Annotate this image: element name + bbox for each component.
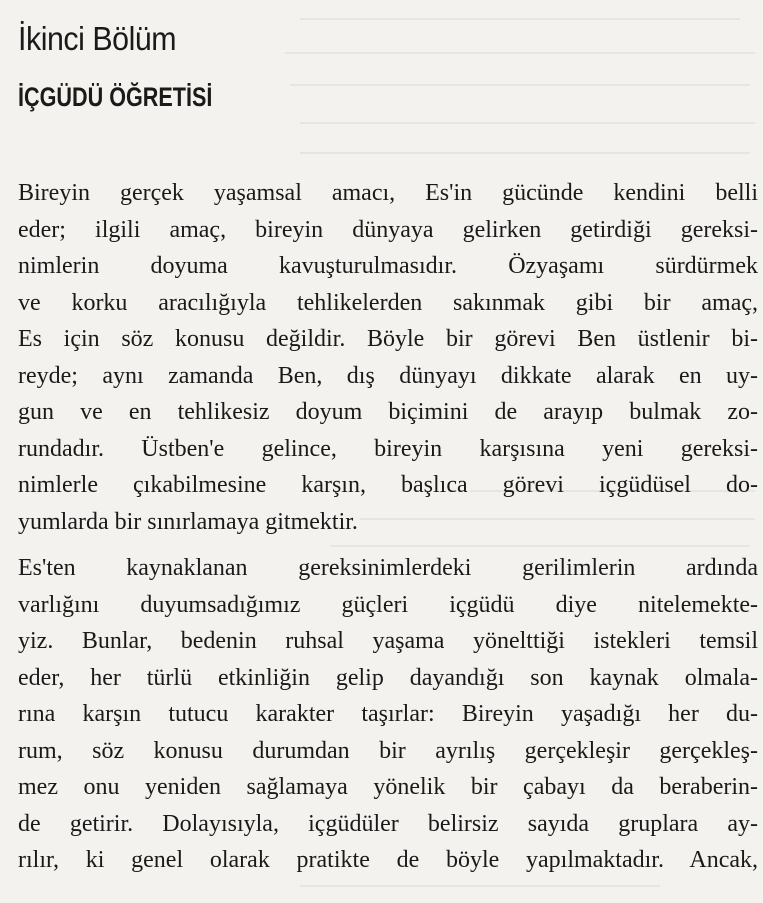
- text-line: yumlarda bir sınırlamaya gitmektir.: [18, 508, 358, 535]
- text-line: rundadır. Üstben'e gelince, bireyin karşısına yeni gereksi-: [18, 435, 758, 462]
- text-line: Es'ten kaynaklanan gereksinimlerdeki gerilimlerin ardında: [18, 555, 758, 581]
- text-line: reyde; aynı zamanda Ben, dış dünyayı dikkate alarak en uy-: [18, 362, 758, 389]
- paragraph-1: [18, 175, 758, 540]
- text-line: nimlerin doyuma kavuşturulmasıdır. Özyaşamı sürdürmek: [18, 253, 758, 279]
- chapter-title: İkinci Bölüm: [18, 20, 177, 57]
- text-line: Es için söz konusu değildir. Böyle bir görevi Ben üstlenir bi-: [18, 326, 758, 352]
- text-line: varlığını duyumsadığımız güçleri içgüdü diye nitelemekte-: [18, 591, 758, 618]
- text-line: nimlerle çıkabilmesine karşın, başlıca görevi içgüdüsel do-: [18, 472, 758, 498]
- text-line: rına karşın tutucu karakter taşırlar: Bireyin yaşadığı her du-: [18, 701, 758, 727]
- text-line: gun ve en tehlikesiz doyum biçimini de arayıp bulmak zo-: [18, 399, 758, 425]
- text-line: rılır, ki genel olarak pratikte de böyle yapılmaktadır. Ancak,: [18, 847, 758, 873]
- text-line: eder, her türlü etkinliğin gelip dayandığı son kaynak olmala-: [18, 664, 758, 691]
- text-line: rum, söz konusu durumdan bir ayrılış gerçekleşir gerçekleş-: [18, 737, 758, 764]
- text-line: eder; ilgili amaç, bireyin dünyaya gelirken getirdiği gereksi-: [18, 216, 758, 243]
- paragraph-2: [18, 550, 758, 879]
- text-line: yiz. Bunlar, bedenin ruhsal yaşama yönelttiği istekleri temsil: [18, 628, 758, 654]
- text-line: ve korku aracılığıyla tehlikelerden sakınmak gibi bir amaç,: [18, 289, 758, 316]
- section-title: İÇGÜDÜ ÖĞRETİSİ: [18, 82, 213, 112]
- text-line: mez onu yeniden sağlamaya yönelik bir çabayı da beraberin-: [18, 774, 758, 800]
- text-line: Bireyin gerçek yaşamsal amacı, Es'in gücünde kendini belli: [18, 180, 758, 206]
- text-line: de getirir. Dolayısıyla, içgüdüler belirsiz sayıda gruplara ay-: [18, 810, 758, 837]
